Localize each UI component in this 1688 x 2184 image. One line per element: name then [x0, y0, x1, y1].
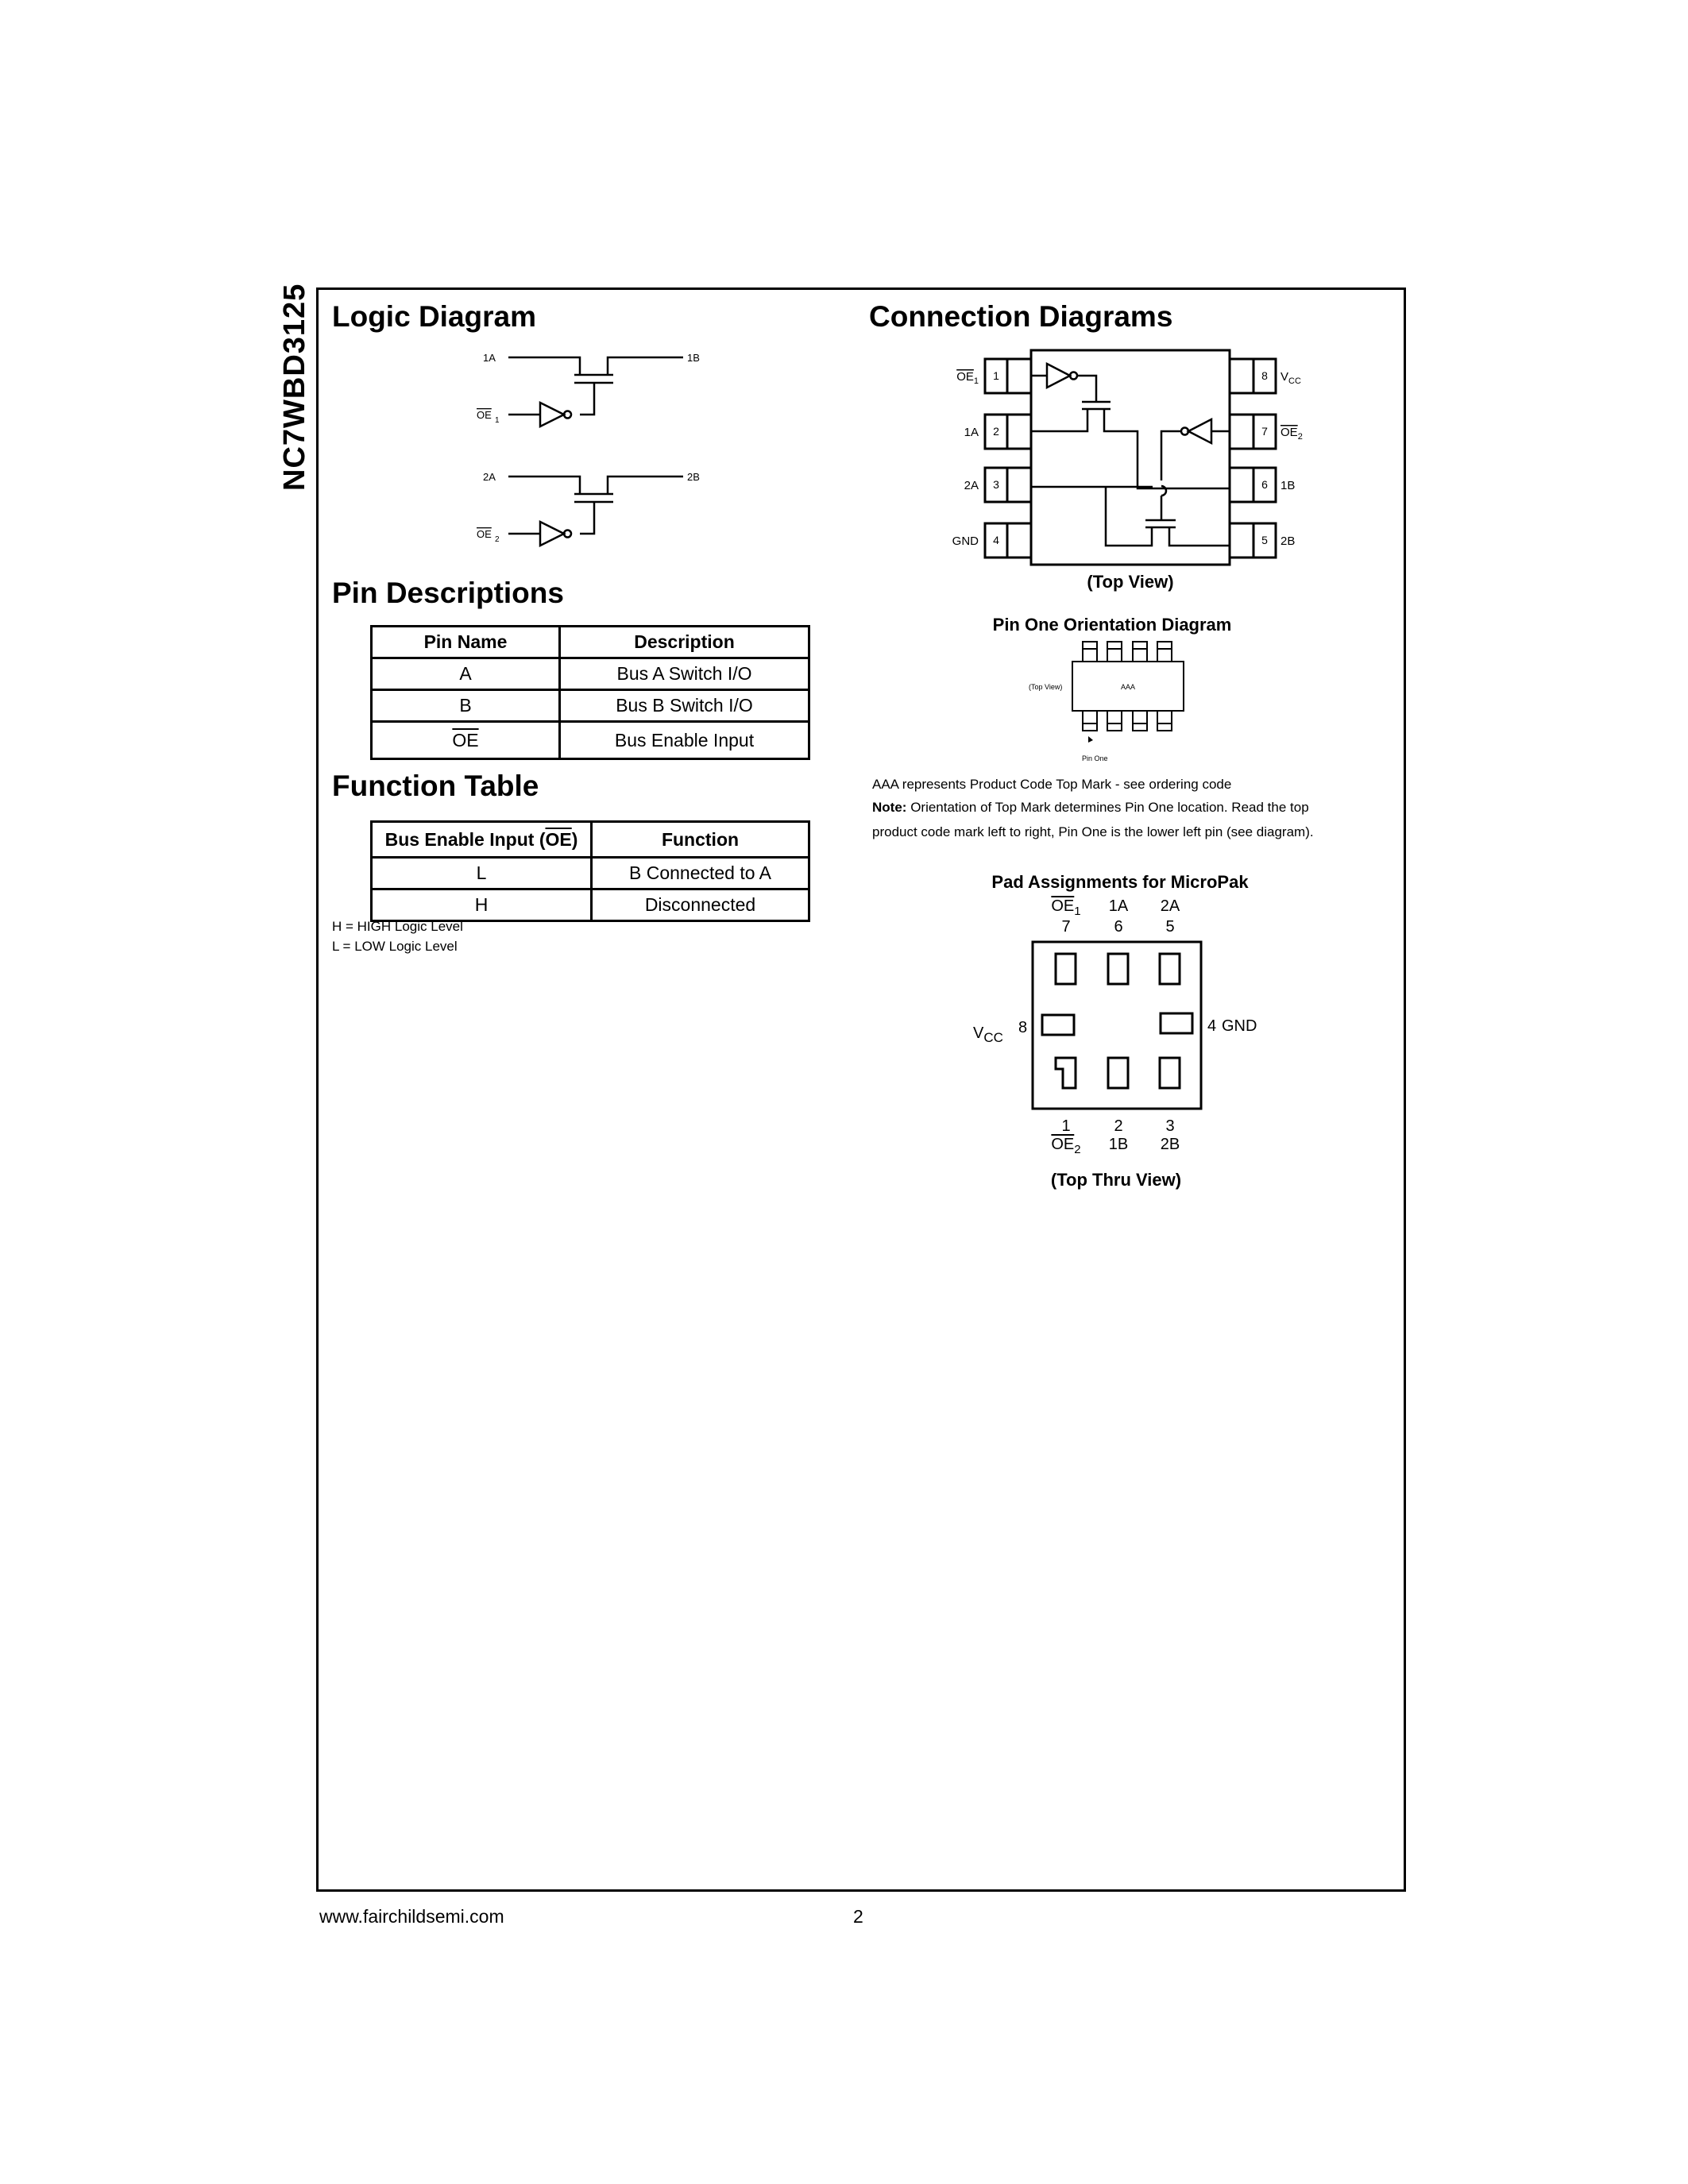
description-cell: Bus B Switch I/O — [560, 690, 809, 722]
label-oe1: OE — [477, 409, 492, 421]
pin-name-cell: $\overline{OE}$ — [372, 722, 560, 759]
note-line: L = LOW Logic Level — [332, 939, 458, 954]
column-header: Function — [592, 822, 809, 858]
label-2a: 2A — [483, 471, 496, 483]
footer-url: www.fairchildsemi.com — [319, 1906, 504, 1927]
column-header: Description — [560, 627, 809, 658]
pad-number: 8 — [1018, 1019, 1028, 1036]
table-header-row — [372, 822, 809, 858]
pad-label-gnd: GND — [1222, 1017, 1257, 1035]
pin-name-cell: B — [372, 690, 560, 722]
pin-one-notes — [872, 774, 1396, 842]
pad-label-2b: 2B — [1160, 1136, 1180, 1153]
label-oe2-sub: 2 — [495, 535, 500, 544]
input-cell: H — [372, 889, 592, 921]
pin-label-1b: 1B — [1280, 479, 1296, 492]
table-header-row — [372, 627, 809, 658]
pad-number: 2 — [1114, 1117, 1123, 1135]
label-oe1-sub: 1 — [495, 416, 500, 425]
function-table-notes — [332, 916, 463, 956]
top-view-label: (Top View) — [1029, 683, 1063, 691]
page-number: 2 — [853, 1906, 863, 1927]
pad-label-oe2: $OE_2$ — [1051, 1136, 1081, 1156]
pad-label-vcc: $V_{CC}$ — [973, 1024, 1003, 1045]
top-thru-view-caption: (Top Thru View) — [1050, 1170, 1182, 1190]
note-line: product code mark left to right, Pin One is the lower left pin (see diagram). — [872, 824, 1314, 839]
column-header: Pin Name — [372, 627, 560, 658]
pin-label-oe2: $OE_2$ — [1280, 426, 1303, 442]
pad-number: 6 — [1114, 918, 1123, 936]
function-cell: B Connected to A — [592, 858, 809, 889]
pin-label-vcc: $V_{CC}$ — [1280, 370, 1301, 386]
label-1b: 1B — [687, 352, 700, 364]
header-text: Bus Enable Input ( — [384, 828, 546, 850]
pad-number: 4 — [1207, 1017, 1217, 1035]
description-cell: Bus A Switch I/O — [560, 658, 809, 690]
pin-number: 2 — [993, 425, 999, 438]
logic-diagram-heading: Logic Diagram — [332, 300, 536, 333]
pad-label-1b: 1B — [1108, 1136, 1129, 1153]
pin-number: 4 — [993, 534, 999, 546]
logic-diagram — [445, 341, 731, 564]
pin-descriptions-table — [370, 625, 810, 760]
function-table-heading: Function Table — [332, 770, 539, 802]
pin-one-marker — [1088, 736, 1093, 743]
note-text: Orientation of Top Mark determines Pin One location. Read the top — [910, 800, 1309, 815]
table-row — [372, 658, 809, 690]
note-line: H = HIGH Logic Level — [332, 919, 463, 934]
label-oe2: OE — [477, 528, 492, 540]
top-view-caption: (Top View) — [1087, 572, 1174, 592]
pin-one-orientation-heading: Pin One Orientation Diagram — [992, 615, 1232, 635]
description-cell: Bus Enable Input — [560, 722, 809, 759]
note-line — [872, 797, 1396, 817]
pad-label-oe1: $OE_1$ — [1051, 897, 1081, 918]
label-1a: 1A — [483, 352, 496, 364]
header-text: ) — [571, 828, 578, 850]
pin-name-cell: A — [372, 658, 560, 690]
function-cell: Disconnected — [592, 889, 809, 921]
pin-label-gnd: GND — [952, 534, 979, 548]
function-table — [370, 820, 810, 922]
note-label: Note: — [872, 800, 907, 815]
pad-label-2a: 2A — [1160, 897, 1180, 915]
pad-number: 1 — [1061, 1117, 1071, 1135]
micropak-pad-diagram — [969, 893, 1287, 1195]
pin-label-2b: 2B — [1280, 534, 1296, 548]
pin-one-orientation-diagram — [1025, 638, 1215, 765]
pad-number: 7 — [1061, 918, 1071, 936]
pin-number: 8 — [1261, 369, 1268, 382]
table-row — [372, 722, 809, 759]
pin-one-label: Pin One — [1082, 754, 1108, 762]
micropak-heading: Pad Assignments for MicroPak — [991, 872, 1249, 892]
pin-number: 5 — [1261, 534, 1268, 546]
pad-number: 5 — [1165, 918, 1175, 936]
top-mark-label: AAA — [1120, 683, 1136, 691]
column-header — [372, 822, 592, 858]
pad-number: 3 — [1165, 1117, 1175, 1135]
header-overline-text: $\overline{OE}$ — [545, 828, 572, 850]
pin-number: 1 — [993, 369, 999, 382]
label-2b: 2B — [687, 471, 700, 483]
pin-number: 7 — [1261, 425, 1268, 438]
pin-number: 3 — [993, 478, 999, 491]
connection-diagrams-heading: Connection Diagrams — [869, 300, 1173, 333]
pin-label-2a: 2A — [964, 479, 979, 492]
connection-diagram — [937, 345, 1335, 608]
part-number-text: NC7WBD3125 — [278, 283, 311, 491]
pad-label-1a: 1A — [1108, 897, 1129, 915]
table-row — [372, 690, 809, 722]
table-row — [372, 858, 809, 889]
pin-descriptions-heading: Pin Descriptions — [332, 577, 564, 609]
pin-label-1a: 1A — [964, 426, 979, 439]
pin-label-oe1: $OE_1$ — [956, 370, 979, 386]
note-line: AAA represents Product Code Top Mark - see ordering code — [872, 777, 1232, 792]
pin-number: 6 — [1261, 478, 1268, 491]
input-cell: L — [372, 858, 592, 889]
